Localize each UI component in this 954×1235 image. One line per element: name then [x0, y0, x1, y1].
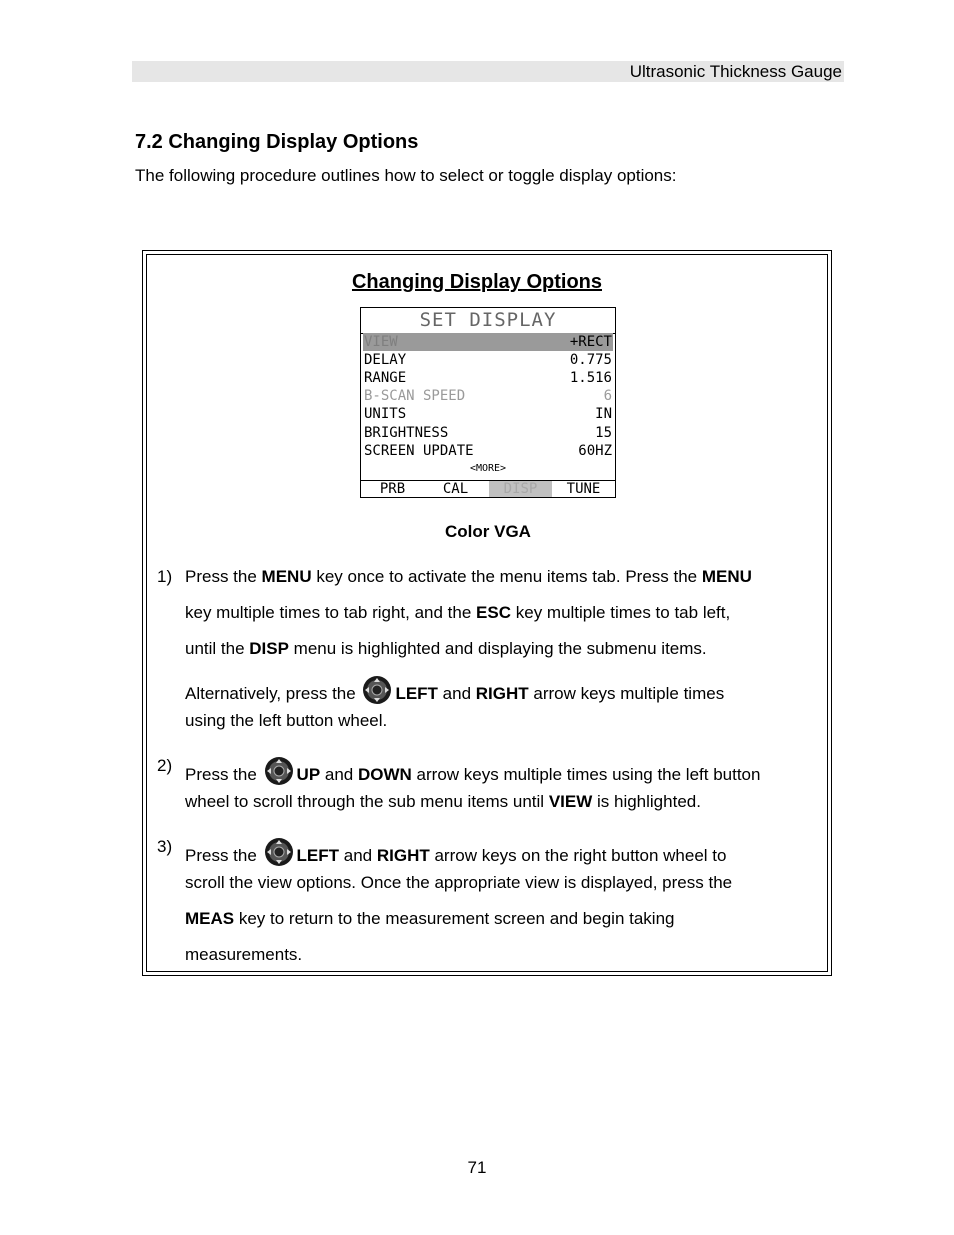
tab-disp: DISP — [489, 481, 552, 497]
menu-item-value: 6 — [603, 388, 612, 404]
button-wheel-icon — [362, 675, 392, 710]
procedure-title: Changing Display Options — [351, 271, 602, 293]
tab-cal: CAL — [442, 481, 469, 497]
menu-item-value: 60HZ — [578, 443, 612, 459]
step-2-line-2: wheel to scroll through the sub menu items until VIEW is highlighted. — [185, 792, 701, 811]
menu-item-label: SCREEN UPDATE — [364, 443, 474, 459]
menu-item-value: 1.516 — [569, 370, 612, 386]
step-2-line-1: Press the UP and DOWN arrow keys multiple times using the left button — [185, 756, 760, 791]
device-screen — [360, 307, 616, 498]
step-number: 2) — [157, 756, 173, 775]
step-3-line-2: scroll the view options. Once the appropriate view is displayed, press the — [185, 873, 733, 892]
intro-paragraph: The following procedure outlines how to select or toggle display options: — [135, 166, 677, 185]
step-3-line-4: measurements. — [185, 945, 303, 964]
step-number: 1) — [157, 567, 173, 586]
menu-item-delay — [363, 351, 613, 369]
menu-item-brightness — [363, 424, 613, 442]
menu-item-value: 15 — [595, 425, 612, 441]
menu-item-label: VIEW — [364, 334, 398, 350]
step-1-line-5: using the left button wheel. — [185, 711, 388, 730]
step-1-line-1: Press the MENU key once to activate the menu items tab. Press the MENU — [185, 567, 752, 586]
menu-item-value: +RECT — [569, 334, 612, 350]
page-number: 71 — [467, 1158, 487, 1177]
menu-item-screen-update — [363, 442, 613, 460]
running-header — [132, 61, 844, 82]
menu-item-bscan-speed — [363, 387, 613, 405]
screen-title: SET DISPLAY — [419, 309, 557, 331]
menu-item-view — [363, 333, 613, 351]
menu-item-value: IN — [595, 406, 612, 422]
step-1-line-3: until the DISP menu is highlighted and displaying the submenu items. — [185, 639, 707, 658]
button-wheel-icon — [264, 756, 294, 791]
tab-prb: PRB — [379, 481, 406, 497]
menu-item-range — [363, 369, 613, 387]
step-number: 3) — [157, 837, 173, 856]
menu-item-value: 0.775 — [569, 352, 612, 368]
step-3-line-3: MEAS key to return to the measurement screen and begin taking — [185, 909, 675, 928]
header-title: Ultrasonic Thickness Gauge — [629, 62, 842, 81]
step-1-line-4: Alternatively, press the LEFT and RIGHT arrow keys multiple times — [185, 675, 724, 710]
menu-item-label: DELAY — [364, 352, 407, 368]
menu-item-units — [363, 405, 613, 423]
figure-caption: Color VGA — [445, 522, 531, 541]
step-1-line-2: key multiple times to tab right, and the ESC key multiple times to tab left, — [185, 603, 731, 622]
more-indicator: <MORE> — [469, 463, 507, 474]
menu-item-label: B-SCAN SPEED — [364, 388, 466, 404]
section-title: 7.2 Changing Display Options — [135, 131, 419, 153]
menu-item-label: BRIGHTNESS — [364, 425, 449, 441]
button-wheel-icon — [264, 837, 294, 872]
menu-item-label: RANGE — [364, 370, 407, 386]
menu-item-label: UNITS — [364, 406, 407, 422]
tab-tune: TUNE — [566, 481, 601, 497]
step-3-line-1: Press the LEFT and RIGHT arrow keys on the right button wheel to — [185, 837, 726, 872]
